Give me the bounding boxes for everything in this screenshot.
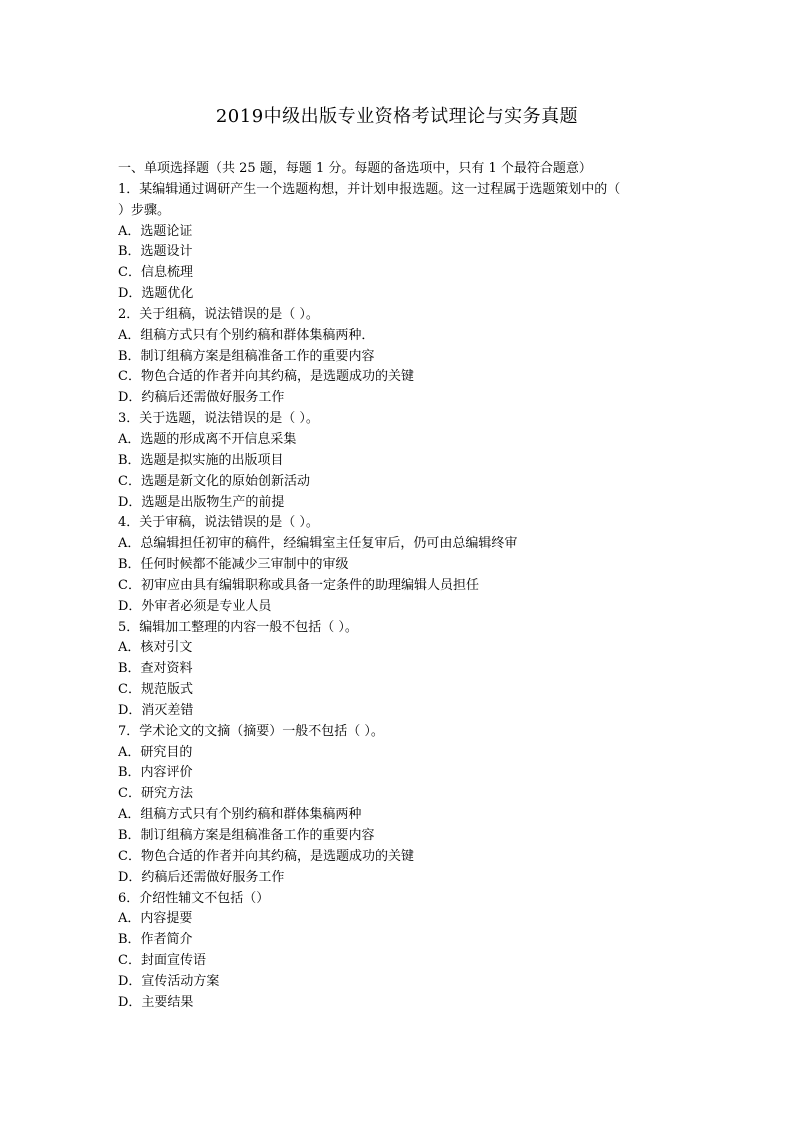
question-2-option-c: C．物色合适的作者并向其约稿，是选题成功的关键 xyxy=(118,369,414,385)
question-5-option-b: B．查对资料 xyxy=(118,661,193,677)
question-7-option-a: A．研究目的 xyxy=(118,744,193,760)
question-2-option-b: B．制订组稿方案是组稿准备工作的重要内容 xyxy=(118,348,375,364)
question-3-option-b: B．选题是拟实施的出版项目 xyxy=(118,452,284,468)
question-6-option-d: D．宣传活动方案 xyxy=(118,973,220,989)
question-2-stem: 2．关于组稿，说法错误的是（ ）。 xyxy=(118,306,319,322)
question-6-option-b: B．作者简介 xyxy=(118,932,193,948)
document-title: 2019中级出版专业资格考试理论与实务真题 xyxy=(215,106,579,127)
question-3-stem: 3．关于选题，说法错误的是（ ）。 xyxy=(118,411,319,427)
question-5-option-c: C．规范版式 xyxy=(118,682,193,698)
repeated-option-a: A．组稿方式只有个别约稿和群体集稿两种 xyxy=(118,807,362,823)
question-4-option-b: B．任何时候都不能减少三审制中的审级 xyxy=(118,557,349,573)
question-1-option-c: C．信息梳理 xyxy=(118,265,193,281)
question-1-stem: 1．某编辑通过调研产生一个选题构想，并计划申报选题。这一过程属于选题策划中的（ xyxy=(118,181,621,197)
question-4-option-a: A．总编辑担任初审的稿件，经编辑室主任复审后，仍可由总编辑终审 xyxy=(118,536,518,552)
question-6-option-a: A．内容提要 xyxy=(118,911,193,927)
question-4-option-c: C．初审应由具有编辑职称或具备一定条件的助理编辑人员担任 xyxy=(118,577,479,593)
question-2-option-d: D．约稿后还需做好服务工作 xyxy=(118,390,285,406)
question-3-option-d: D．选题是出版物生产的前提 xyxy=(118,494,285,510)
question-6-option-c: C．封面宣传语 xyxy=(118,953,206,969)
section-heading: 一、单项选择题（共 25 题，每题 1 分。每题的备选项中，只有 1 个最符合题意） xyxy=(118,161,592,176)
question-3-option-a: A．选题的形成离不开信息采集 xyxy=(118,431,297,447)
question-1-option-d: D．选题优化 xyxy=(118,286,194,302)
question-4-option-d: D．外审者必须是专业人员 xyxy=(118,598,272,614)
question-5-option-d: D．消灭差错 xyxy=(118,702,194,718)
question-5-stem: 5．编辑加工整理的内容一般不包括（ ）。 xyxy=(118,619,358,635)
repeated-option-c: C．物色合适的作者并向其约稿，是选题成功的关键 xyxy=(118,848,414,864)
question-3-option-c: C．选题是新文化的原始创新活动 xyxy=(118,473,310,489)
trailing-option-d: D．主要结果 xyxy=(118,994,194,1010)
repeated-option-b: B．制订组稿方案是组稿准备工作的重要内容 xyxy=(118,828,375,843)
question-1-option-a: A．选题论证 xyxy=(118,223,193,239)
question-4-stem: 4．关于审稿，说法错误的是（ ）。 xyxy=(118,515,319,531)
question-2-option-a: A．组稿方式只有个别约稿和群体集稿两种． xyxy=(118,327,375,343)
question-1-option-b: B．选题设计 xyxy=(118,244,193,260)
question-6-stem: 6．介绍性辅文不包括（） xyxy=(118,890,270,906)
repeated-option-d: D．约稿后还需做好服务工作 xyxy=(118,869,285,885)
question-5-option-a: A．核对引文 xyxy=(118,640,193,656)
question-7-option-c: C．研究方法 xyxy=(118,786,193,802)
question-1-stem-continued: ）步骤。 xyxy=(118,202,171,218)
question-7-option-b: B．内容评价 xyxy=(118,765,193,781)
document-body xyxy=(118,159,678,1014)
question-7-stem: 7．学术论文的文摘（摘要）一般不包括（ ）。 xyxy=(118,723,384,739)
